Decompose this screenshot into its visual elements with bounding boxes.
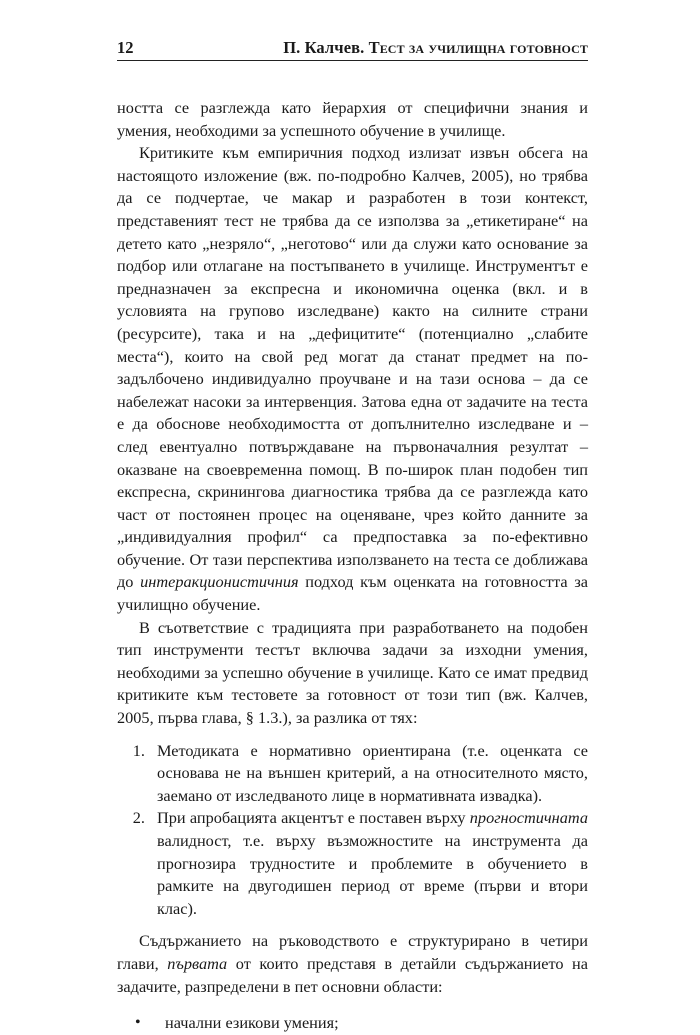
page-number: 12 xyxy=(117,38,134,57)
item-2-emphasis: прогностичната xyxy=(469,808,588,828)
paragraph-4-text-end: от които представя в детайли съдържанието на задачите, разпределени в пет основни области: xyxy=(117,953,588,996)
bullet-list xyxy=(117,1012,588,1035)
numbered-list-item-1: 1. Методиката е нормативно ориентирана (т.е. оценката се основава не на външен критерий, а на относителното място, заемано от изследваното лице в нормативната извадка). xyxy=(149,740,588,808)
paragraph-2-text-end: подход към оценката на готовността за училищно обучение. xyxy=(117,572,588,615)
paragraph-2-emphasis: интеракционистичния xyxy=(140,572,299,592)
bullet-list-item-1: • начални езикови умения; xyxy=(149,1012,588,1035)
paragraph-2 xyxy=(117,142,588,616)
paragraph-1: ността се разглежда като йерархия от специфични знания и умения, необходими за успешното обучение в училище. xyxy=(117,98,588,140)
item-2-text: При апробацията акцентът е поставен върху xyxy=(157,808,466,828)
body-text xyxy=(117,97,588,1035)
numbered-list-item-2 xyxy=(149,807,588,920)
numbered-list xyxy=(117,740,588,921)
item-2-text-end: валидност, т.е. върху възможностите на инструмента да прогнозира трудностите и проблемите в обучението в рамките на двугодишен период от време (първи и втори клас). xyxy=(157,831,588,918)
paragraph-4 xyxy=(117,930,588,998)
running-title xyxy=(283,38,588,58)
paragraph-4-text: Съдържанието на ръководството е структурирано в четири глави, xyxy=(117,931,588,973)
paragraph-2-text: Критиките към емпиричния подход излизат извън обсега на настоящото изложение (вж. по-подробно Калчев, 2005), но трябва да се подчертае, че макар и разработен в този контекст, представеният тест не трябва да се използва за „етикетиране“ на детето като „незряло“, „неготово“ или да служи като основание за подбор или отлагане на постъпването в училище. Инструментът е предназначен за експресна и икономична оценка (вкл. и в условията на групово изследване) както на силните страни (ресурсите), така и на „дефицитите“ (потенциално „слабите места“), които на свой ред могат да станат предмет на по-задълбочено индивидуално проучване и на тази основа – да се набележат насоки за интервенция. Затова една от задачите на теста е да обоснове необходимостта от допълнително изследване и – след евентуално потвърждаване на първоначалния резултат – оказване на своевременна помощ. В по-широк план подобен тип експресна, скринингова диагностика трябва да се разглежда като част от постоянен процес на оценяване, чрез който данните за „индивидуалния профил“ са предпоставка за по-ефективно обучение. От тази перспектива използването на теста се доближава до xyxy=(117,143,588,592)
running-header xyxy=(117,34,588,61)
paragraph-3: В съответствие с традицията при разработването на подобен тип инструменти тестът включва задачи за изходни умения, необходими за успешно обучение в училище. Като се имат предвид критиките към тестовете за готовност от този тип (вж. Калчев, 2005, първа глава, § 1.3.), за разлика от тях: xyxy=(117,617,588,728)
header-book-title: Тест за училищна готовност xyxy=(368,38,588,57)
header-author: П. Калчев. xyxy=(283,38,365,57)
paragraph-4-emphasis: първата xyxy=(167,953,228,973)
